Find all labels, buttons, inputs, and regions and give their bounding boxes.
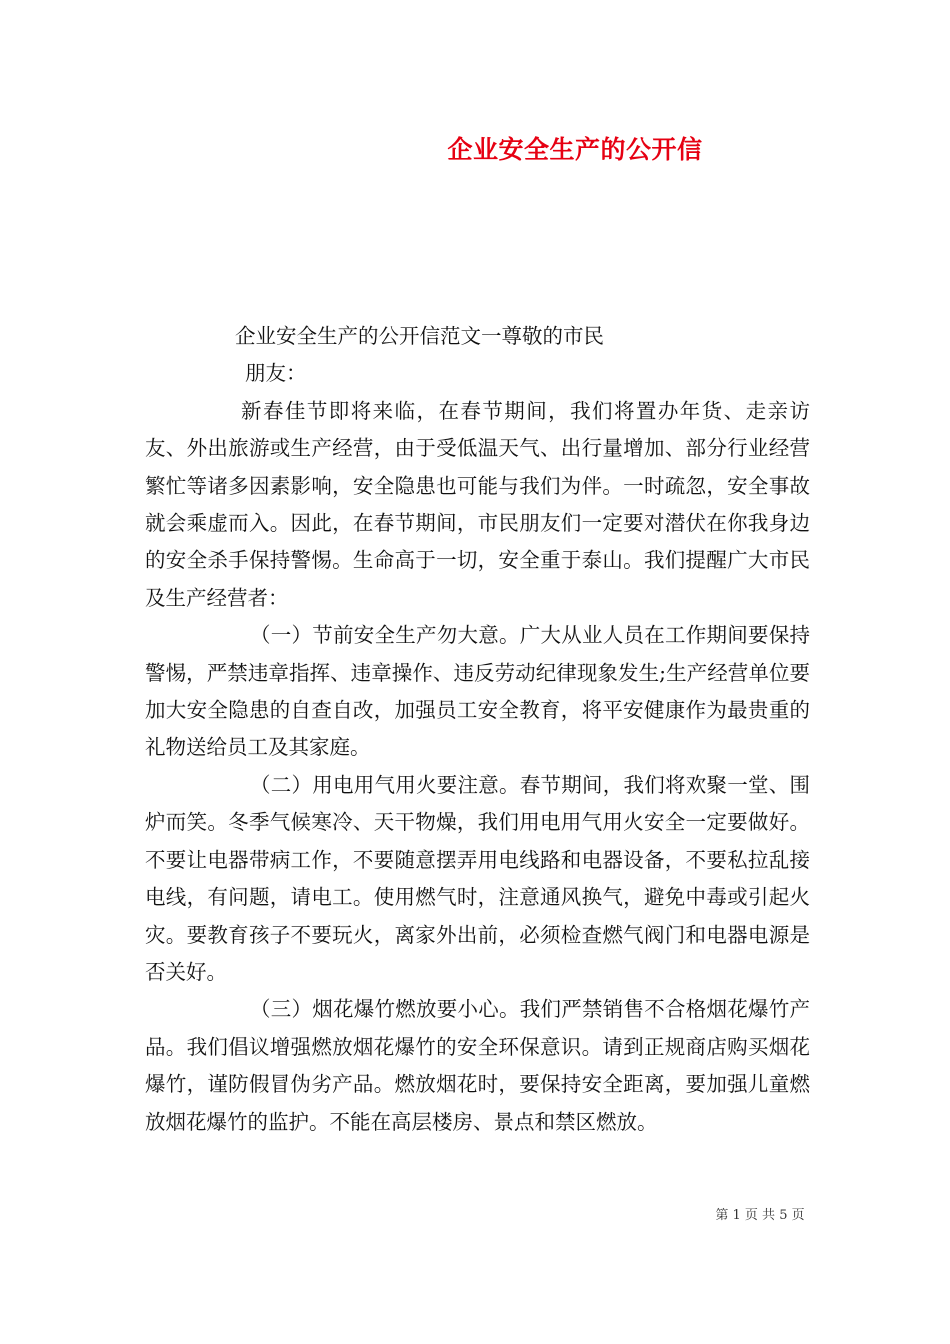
paragraph-item-1: （一）节前安全生产勿大意。广大从业人员在工作期间要保持警惕，严禁违章指挥、违章操作、违反劳动纪律现象发生;生产经营单位要加大安全隐患的自查自改，加强员工安全教育，将平安健康作为最贵重的礼物送给员工及其家庭。 [145,623,810,760]
page-number-footer: 第 1 页 共 5 页 [715,1208,805,1223]
paragraph-opening: 新春佳节即将来临，在春节期间，我们将置办年货、走亲访友、外出旅游或生产经营，由于受低温天气、出行量增加、部分行业经营繁忙等诸多因素影响，安全隐患也可能与我们为伴。一时疏忽，安全事故就会乘虚而入。因此，在春节期间，市民朋友们一定要对潜伏在你我身边的安全杀手保持警惕。生命高于一切，安全重于泰山。我们提醒广大市民及生产经营者： [145,398,810,610]
salutation: 朋友： [245,361,307,386]
paragraph-item-3: （三）烟花爆竹燃放要小心。我们严禁销售不合格烟花爆竹产品。我们倡议增强燃放烟花爆竹的安全环保意识。请到正规商店购买烟花爆竹，谨防假冒伪劣产品。燃放烟花时，要保持安全距离，要加强儿童燃放烟花爆竹的监护。不能在高层楼房、景点和禁区燃放。 [145,997,810,1134]
paragraph-item-2: （二）用电用气用火要注意。春节期间，我们将欢聚一堂、围炉而笑。冬季气候寒冷、天干物燥，我们用电用气用火安全一定要做好。不要让电器带病工作，不要随意摆弄用电线路和电器设备，不要私拉乱接电线，有问题，请电工。使用燃气时，注意通风换气，避免中毒或引起火灾。要教育孩子不要玩火，离家外出前，必须检查燃气阀门和电器电源是否关好。 [145,772,810,984]
letter-body [145,318,810,1141]
page-title: 企业安全生产的公开信 [447,135,703,164]
intro-line: 企业安全生产的公开信范文一尊敬的市民 [235,324,604,348]
